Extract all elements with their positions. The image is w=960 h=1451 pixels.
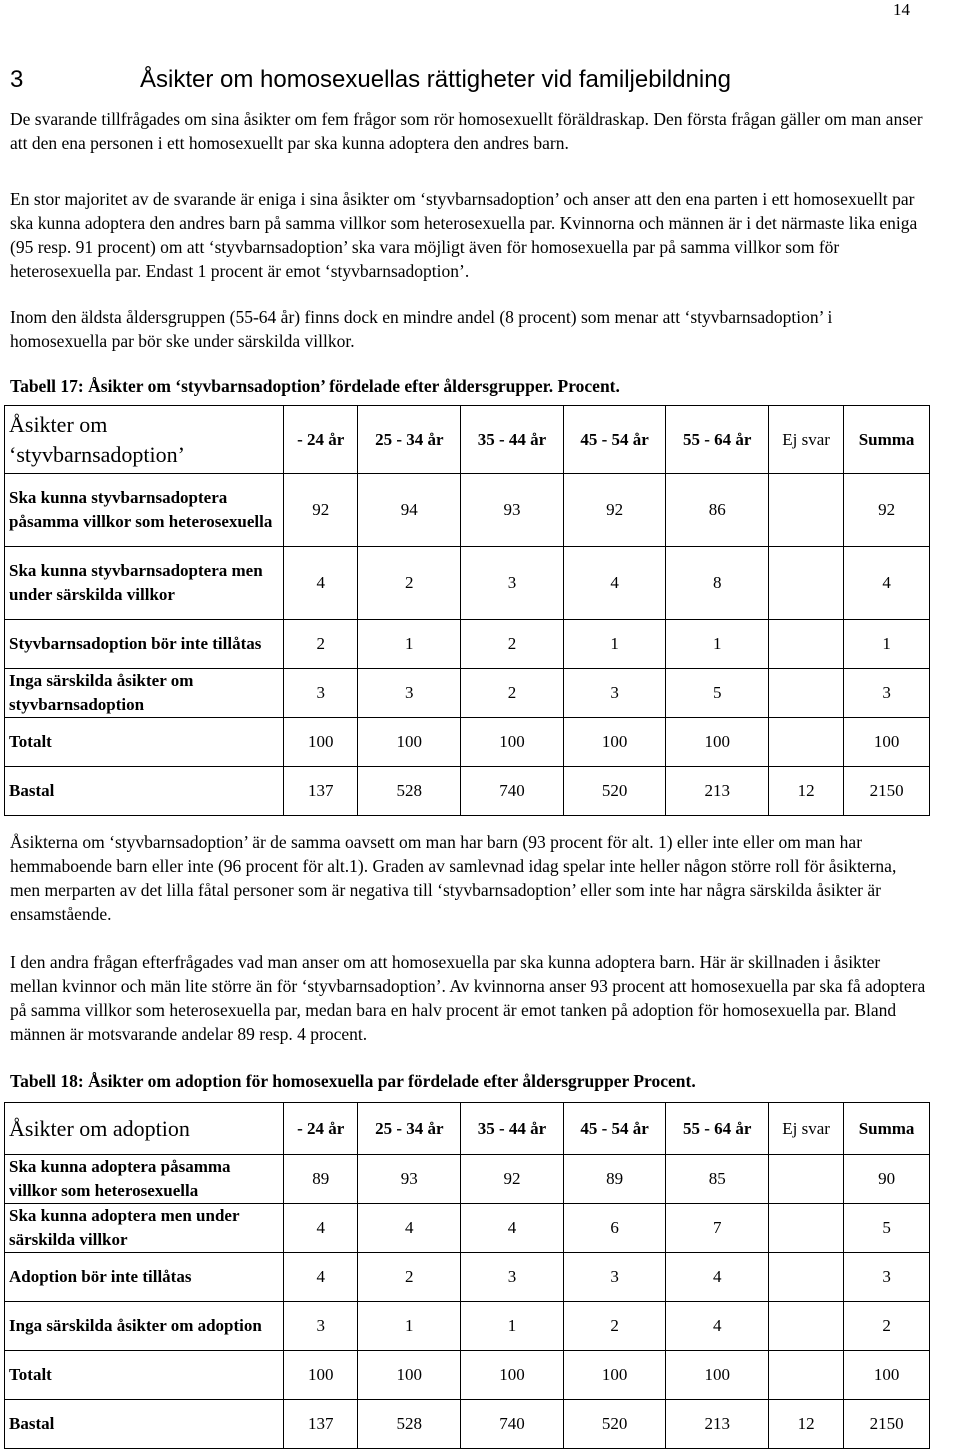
row-label: Inga särskilda åsikter om adoption	[5, 1302, 284, 1351]
table-cell: 90	[844, 1155, 930, 1204]
table-cell: 4	[284, 1204, 358, 1253]
table-cell: 92	[844, 474, 930, 547]
table-cell: 213	[666, 767, 769, 816]
table-cell: 92	[284, 474, 358, 547]
table-cell: 100	[284, 1351, 358, 1400]
table-cell	[769, 1204, 844, 1253]
table-cell: 12	[769, 1400, 844, 1449]
table-cell: 100	[461, 1351, 564, 1400]
table-cell: 5	[666, 669, 769, 718]
paragraph-1: De svarande tillfrågades om sina åsikter om fem frågor som rör homosexuellt föräldraskap. Den första frågan gäller om man anser att den ena personen i ett homosexuellt par ska kunna adoptera den andres barn.	[10, 109, 923, 153]
table-cell: 1	[844, 620, 930, 669]
table-cell: 100	[563, 718, 666, 767]
table-cell: 4	[461, 1204, 564, 1253]
table-cell: 1	[563, 620, 666, 669]
table-cell: 94	[358, 474, 461, 547]
table-cell: 137	[284, 767, 358, 816]
table18-caption: Tabell 18: Åsikter om adoption för homosexuella par fördelade efter åldersgrupper Procent.	[10, 1071, 696, 1091]
table-cell: 7	[666, 1204, 769, 1253]
column-header: 35 - 44 år	[461, 1103, 564, 1155]
table-cell: 520	[563, 767, 666, 816]
table-cell: 8	[666, 547, 769, 620]
row-label: Bastal	[5, 1400, 284, 1449]
table-header-row	[5, 1103, 930, 1155]
table-cell: 100	[844, 718, 930, 767]
table-cell	[769, 1351, 844, 1400]
table-row	[5, 718, 930, 767]
column-header: Summa	[844, 406, 930, 474]
table-cell: 6	[563, 1204, 666, 1253]
column-header: 45 - 54 år	[563, 1103, 666, 1155]
column-header: 25 - 34 år	[358, 1103, 461, 1155]
row-label: Totalt	[5, 718, 284, 767]
column-header: 55 - 64 år	[666, 1103, 769, 1155]
row-label: Ska kunna adoptera men under särskilda villkor	[5, 1204, 284, 1253]
table-cell: 2150	[844, 1400, 930, 1449]
table-cell	[769, 1302, 844, 1351]
paragraph-2: En stor majoritet av de svarande är eniga i sina åsikter om ‘styvbarnsadoption’ och anser att den ena parten i ett homosexuellt par ska kunna adoptera den andres barn på samma villkor som heterosexuella par. Kvinnorna och männen är i det närmaste lika eniga (95 resp. 91 procent) om att ‘styvbarnsadoption’ ska vara möjligt även för homosexuella par på samma villkor som för heterosexuella par. Endast 1 procent är emot ‘styvbarnsadoption’.	[10, 189, 918, 281]
table-cell: 4	[666, 1302, 769, 1351]
table-row	[5, 1302, 930, 1351]
column-header: Summa	[844, 1103, 930, 1155]
table-header-label: Åsikter om adoption	[5, 1103, 284, 1155]
table-17	[4, 405, 930, 816]
table-cell	[769, 669, 844, 718]
column-header: Ej svar	[769, 406, 844, 474]
table-cell: 3	[461, 547, 564, 620]
paragraph-4: Åsikterna om ‘styvbarnsadoption’ är de samma oavsett om man har barn (93 procent för alt. 1) eller inte eller om man har hemmaboende barn eller inte (96 procent för alt.1). Graden av samlevnad idag spelar inte heller någon större roll för åsikterna, men merparten av det lilla fåtal personer som är negativa till ‘styvbarnsadoption’ eller som inte har några särskilda åsikter är ensamstående.	[10, 832, 897, 924]
table-cell	[769, 547, 844, 620]
table-cell: 3	[844, 669, 930, 718]
table-cell: 2150	[844, 767, 930, 816]
table-cell: 89	[284, 1155, 358, 1204]
table-cell: 2	[284, 620, 358, 669]
column-header: 45 - 54 år	[563, 406, 666, 474]
table-cell: 1	[461, 1302, 564, 1351]
table-cell: 93	[358, 1155, 461, 1204]
table-cell: 4	[284, 1253, 358, 1302]
column-header: 55 - 64 år	[666, 406, 769, 474]
column-header: - 24 år	[284, 406, 358, 474]
table-row	[5, 669, 930, 718]
table17-caption: Tabell 17: Åsikter om ‘styvbarnsadoption’ fördelade efter åldersgrupper. Procent.	[10, 376, 620, 396]
table-cell: 3	[284, 1302, 358, 1351]
table-cell: 4	[666, 1253, 769, 1302]
table-cell: 4	[563, 547, 666, 620]
table-cell: 5	[844, 1204, 930, 1253]
column-header: - 24 år	[284, 1103, 358, 1155]
table-18	[4, 1102, 930, 1449]
table-cell: 4	[358, 1204, 461, 1253]
table-cell: 2	[461, 620, 564, 669]
row-label: Inga särskilda åsikter om styvbarnsadoption	[5, 669, 284, 718]
table-cell	[769, 1253, 844, 1302]
row-label: Adoption bör inte tillåtas	[5, 1253, 284, 1302]
table-cell: 2	[358, 1253, 461, 1302]
table-cell: 520	[563, 1400, 666, 1449]
table-row	[5, 1400, 930, 1449]
section-title: Åsikter om homosexuellas rättigheter vid familjebildning	[140, 66, 731, 93]
table-cell: 100	[461, 718, 564, 767]
table-cell: 89	[563, 1155, 666, 1204]
page-number: 14	[893, 0, 910, 19]
table-cell: 740	[461, 767, 564, 816]
table-header-label: Åsikter om ‘styvbarnsadoption’	[5, 406, 284, 474]
table-cell: 3	[844, 1253, 930, 1302]
table-cell: 100	[358, 718, 461, 767]
table-cell: 137	[284, 1400, 358, 1449]
table-cell: 1	[358, 1302, 461, 1351]
table-cell: 3	[563, 669, 666, 718]
table-row	[5, 620, 930, 669]
table-header-row	[5, 406, 930, 474]
table-row	[5, 474, 930, 547]
table-row	[5, 767, 930, 816]
table-cell: 740	[461, 1400, 564, 1449]
table-cell: 12	[769, 767, 844, 816]
table-row	[5, 1351, 930, 1400]
paragraph-3: Inom den äldsta åldersgruppen (55-64 år) finns dock en mindre andel (8 procent) som menar att ‘styvbarnsadoption’ i homosexuella par bör ske under särskilda villkor.	[10, 307, 833, 351]
table-row	[5, 1253, 930, 1302]
table-row	[5, 547, 930, 620]
table-cell	[769, 620, 844, 669]
table-cell: 528	[358, 767, 461, 816]
row-label: Ska kunna styvbarnsadoptera påsamma villkor som heterosexuella	[5, 474, 284, 547]
table-cell: 100	[666, 718, 769, 767]
column-header: Ej svar	[769, 1103, 844, 1155]
row-label: Styvbarnsadoption bör inte tillåtas	[5, 620, 284, 669]
table-cell: 93	[461, 474, 564, 547]
table-cell: 2	[358, 547, 461, 620]
section-number: 3	[10, 66, 24, 93]
table-cell: 3	[563, 1253, 666, 1302]
table-cell: 3	[284, 669, 358, 718]
table-cell: 528	[358, 1400, 461, 1449]
table-cell: 2	[461, 669, 564, 718]
table-cell: 3	[461, 1253, 564, 1302]
table-cell: 100	[358, 1351, 461, 1400]
table-cell: 100	[563, 1351, 666, 1400]
column-header: 25 - 34 år	[358, 406, 461, 474]
table-cell	[769, 1155, 844, 1204]
row-label: Ska kunna adoptera påsamma villkor som heterosexuella	[5, 1155, 284, 1204]
table-cell	[769, 718, 844, 767]
table-cell: 4	[284, 547, 358, 620]
row-label: Bastal	[5, 767, 284, 816]
table-row	[5, 1155, 930, 1204]
table-cell: 2	[844, 1302, 930, 1351]
table-cell	[769, 474, 844, 547]
table-cell: 86	[666, 474, 769, 547]
table-cell: 100	[284, 718, 358, 767]
row-label: Totalt	[5, 1351, 284, 1400]
table-cell: 92	[563, 474, 666, 547]
table-cell: 3	[358, 669, 461, 718]
column-header: 35 - 44 år	[461, 406, 564, 474]
table-cell: 85	[666, 1155, 769, 1204]
table-cell: 1	[358, 620, 461, 669]
table-cell: 92	[461, 1155, 564, 1204]
table-cell: 100	[844, 1351, 930, 1400]
table-row	[5, 1204, 930, 1253]
section-heading	[10, 66, 731, 94]
row-label: Ska kunna styvbarnsadoptera men under särskilda villkor	[5, 547, 284, 620]
table-cell: 1	[666, 620, 769, 669]
table-cell: 2	[563, 1302, 666, 1351]
table-cell: 4	[844, 547, 930, 620]
paragraph-5: I den andra frågan efterfrågades vad man anser om att homosexuella par ska kunna adoptera barn. Här är skillnaden i åsikter mellan kvinnor och män lite större än för ‘styvbarnsadoption’. Av kvinnorna anser 93 procent att homosexuella par ska få adoptera på samma villkor som heterosexuella par, medan bara en halv procent är emot tanken på adoption för homosexuella par. Bland männen är motsvarande andelar 89 resp. 4 procent.	[10, 952, 926, 1044]
table-cell: 213	[666, 1400, 769, 1449]
table-cell: 100	[666, 1351, 769, 1400]
